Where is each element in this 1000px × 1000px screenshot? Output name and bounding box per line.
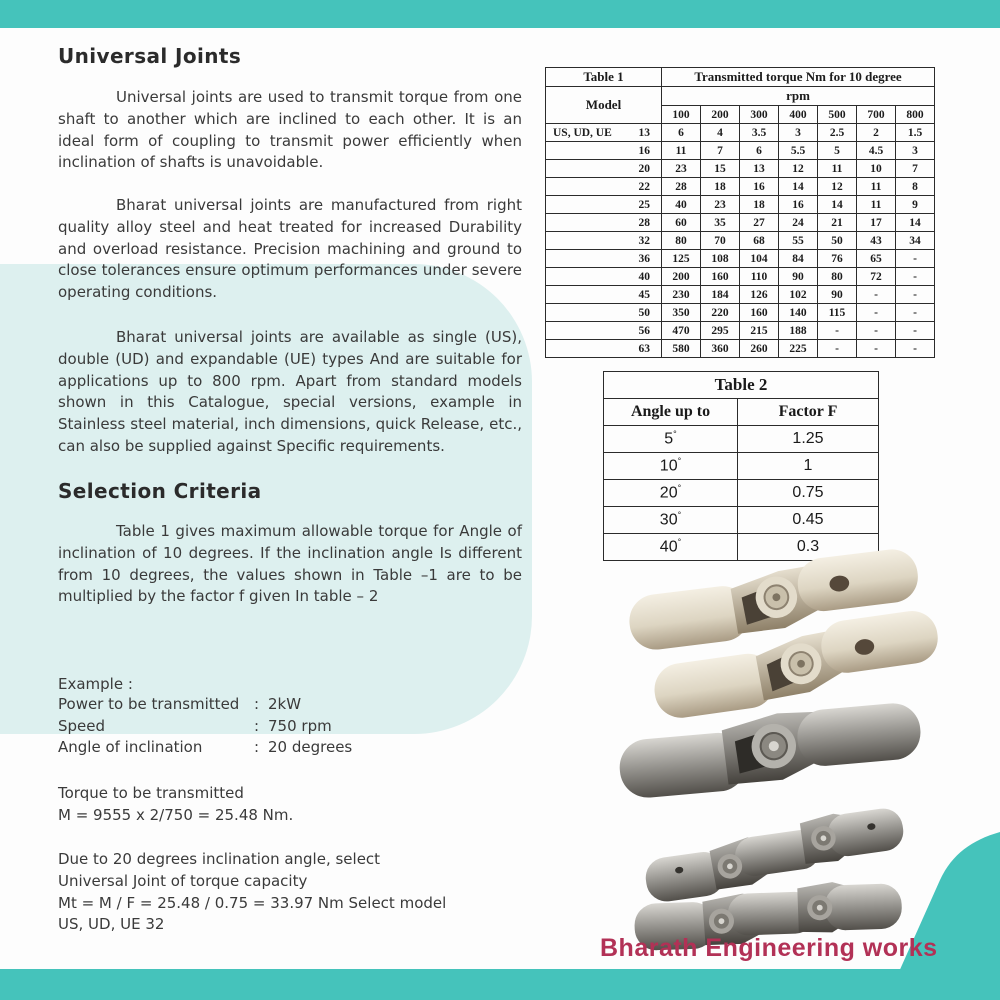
degree-symbol: °: [677, 456, 682, 467]
table1-value-cell: 126: [740, 286, 779, 304]
top-teal-band: [0, 0, 1000, 28]
table1-rpm-col: 700: [857, 106, 896, 124]
table1-value-cell: -: [818, 340, 857, 358]
torque-title: Torque to be transmitted: [58, 784, 244, 802]
table1-value-cell: 5: [818, 142, 857, 160]
table1-value-cell: 35: [701, 214, 740, 232]
example-separator: :: [254, 695, 260, 713]
table2-row: [604, 426, 879, 453]
table2-factor-header: Factor F: [738, 399, 879, 426]
example-separator: :: [254, 738, 260, 757]
table1-value-cell: 184: [701, 286, 740, 304]
table1-value-cell: 11: [857, 178, 896, 196]
table1-value-cell: 80: [662, 232, 701, 250]
table1-value-cell: 580: [662, 340, 701, 358]
table1-model-cell: [546, 214, 662, 232]
brand-footer: Bharath Engineering works: [600, 934, 938, 962]
example-value: 750 rpm: [268, 716, 332, 735]
table1-value-cell: 11: [857, 196, 896, 214]
table1-value-cell: 17: [857, 214, 896, 232]
table1-value-cell: 18: [701, 178, 740, 196]
table1-row: [546, 250, 935, 268]
conclusion-block: [58, 849, 522, 936]
table1-value-cell: 65: [857, 250, 896, 268]
example-block: [58, 675, 522, 759]
model-number: 40: [638, 270, 650, 283]
table2-header-row: [604, 399, 879, 426]
example-label: Angle of inclination: [58, 738, 203, 757]
table1-model-cell: [546, 232, 662, 250]
table1-value-cell: 14: [896, 214, 935, 232]
model-number: 22: [638, 180, 650, 193]
table1-value-cell: 470: [662, 322, 701, 340]
table1-value-cell: 27: [740, 214, 779, 232]
torque-formula: M = 9555 x 2/750 = 25.48 Nm.: [58, 805, 294, 824]
table1-value-cell: 6: [740, 142, 779, 160]
table1-value-cell: 3: [779, 124, 818, 142]
table1-model-cell: [546, 160, 662, 178]
table1-value-cell: 11: [662, 142, 701, 160]
table1-value-cell: 7: [701, 142, 740, 160]
table1-value-cell: -: [857, 286, 896, 304]
model-number: 25: [638, 198, 650, 211]
table2-factor-cell: 1.25: [738, 426, 879, 453]
table1-value-cell: -: [896, 340, 935, 358]
model-number: 50: [638, 306, 650, 319]
table1-value-cell: 4.5: [857, 142, 896, 160]
heading-universal-joints: Universal Joints: [58, 44, 242, 68]
table1-row: [546, 142, 935, 160]
conclusion-line: Mt = M / F = 25.48 / 0.75 = 33.97 Nm Select model: [58, 893, 447, 912]
table1-row: [546, 178, 935, 196]
table2-factor-cell: 1: [738, 453, 879, 480]
table1-value-cell: 230: [662, 286, 701, 304]
table1-row: [546, 286, 935, 304]
table2-factor-cell: 0.45: [738, 507, 879, 534]
table1-value-cell: 43: [857, 232, 896, 250]
table1-row: [546, 214, 935, 232]
table1-row: [546, 232, 935, 250]
table1-value-cell: 104: [740, 250, 779, 268]
table1-rpm-header: rpm: [662, 87, 935, 106]
table1-value-cell: 110: [740, 268, 779, 286]
table1-value-cell: 188: [779, 322, 818, 340]
table1-value-cell: 2.5: [818, 124, 857, 142]
table2-angle-cell: 30°: [604, 507, 738, 534]
table2-factor-cell: 0.3: [738, 534, 879, 561]
table1-model-cell: [546, 124, 662, 142]
table1-value-cell: -: [857, 304, 896, 322]
example-label: Power to be transmitted: [58, 695, 240, 713]
table1-value-cell: 15: [701, 160, 740, 178]
model-number: 28: [638, 216, 650, 229]
table1-value-cell: -: [896, 268, 935, 286]
paragraph-intro: Universal joints are used to transmit torque from one shaft to another which are inclined to each other. It is an ideal form of coupling to transmit power efficiently when inclination of shafts is unavoidable.: [58, 88, 522, 172]
table1-value-cell: 12: [818, 178, 857, 196]
example-row-angle: [58, 737, 522, 759]
table1-model-cell: [546, 340, 662, 358]
table1-value-cell: 6: [662, 124, 701, 142]
table1-value-cell: 7: [896, 160, 935, 178]
table1-model-cell: [546, 268, 662, 286]
conclusion-line: US, UD, UE 32: [58, 915, 165, 934]
table1-row: [546, 196, 935, 214]
table1-model-cell: [546, 142, 662, 160]
table1-row: [546, 322, 935, 340]
table1-value-cell: 90: [779, 268, 818, 286]
model-number: 16: [638, 144, 650, 157]
table1-row: [546, 160, 935, 178]
table1-torque: [545, 67, 935, 358]
table1-value-cell: 18: [740, 196, 779, 214]
table1-rpm-col: 400: [779, 106, 818, 124]
table2-angle-cell: 20°: [604, 480, 738, 507]
table1-value-cell: 125: [662, 250, 701, 268]
table1-value-cell: -: [896, 322, 935, 340]
table1-value-cell: 115: [818, 304, 857, 322]
degree-symbol: °: [677, 537, 682, 548]
table1-value-cell: -: [857, 340, 896, 358]
table1-rpm-col: 500: [818, 106, 857, 124]
table1-rpm-col: 200: [701, 106, 740, 124]
table1-value-cell: 72: [857, 268, 896, 286]
example-value: 20 degrees: [268, 738, 353, 757]
degree-symbol: °: [677, 483, 682, 494]
table1-value-cell: 350: [662, 304, 701, 322]
table1-value-cell: 55: [779, 232, 818, 250]
table1-value-cell: 8: [896, 178, 935, 196]
table1-value-cell: 70: [701, 232, 740, 250]
table1-caption: Transmitted torque Nm for 10 degree: [662, 68, 935, 87]
table1-row: [546, 304, 935, 322]
table1-value-cell: 23: [662, 160, 701, 178]
table2-angle-cell: 10°: [604, 453, 738, 480]
table1-value-cell: 68: [740, 232, 779, 250]
table1-value-cell: -: [818, 322, 857, 340]
conclusion-line: Universal Joint of torque capacity: [58, 871, 308, 890]
model-prefix: US, UD, UE: [553, 126, 612, 139]
table1-value-cell: 90: [818, 286, 857, 304]
table1-value-cell: 215: [740, 322, 779, 340]
heading-selection-criteria: Selection Criteria: [58, 479, 262, 503]
table1-value-cell: 40: [662, 196, 701, 214]
table1-value-cell: 50: [818, 232, 857, 250]
table1-value-cell: 76: [818, 250, 857, 268]
table1-model-cell: [546, 250, 662, 268]
table1-value-cell: 2: [857, 124, 896, 142]
table2-angle-cell: 5°: [604, 426, 738, 453]
table1-title: Table 1: [546, 68, 662, 87]
table1-row: [546, 124, 935, 142]
table1-value-cell: 84: [779, 250, 818, 268]
table1-model-cell: [546, 178, 662, 196]
table1-value-cell: 11: [818, 160, 857, 178]
table1-value-cell: 10: [857, 160, 896, 178]
model-number: 20: [638, 162, 650, 175]
example-title: Example :: [58, 675, 133, 693]
torque-block: [58, 783, 522, 827]
table1-model-header: Model: [546, 87, 662, 124]
paragraph-selection: Table 1 gives maximum allowable torque for Angle of inclination of 10 degrees. If the inclination angle Is different from 10 degrees, the values shown in Table –1 are to be multiplied by the factor f given In table – 2: [58, 522, 522, 606]
table1-rpm-col: 100: [662, 106, 701, 124]
table1-value-cell: 5.5: [779, 142, 818, 160]
table1-value-cell: 12: [779, 160, 818, 178]
example-row-power: [58, 694, 522, 716]
table1-value-cell: 16: [740, 178, 779, 196]
table2-row: [604, 480, 879, 507]
table1-value-cell: 80: [818, 268, 857, 286]
table2-angle-cell: 40°: [604, 534, 738, 561]
table1-value-cell: 14: [818, 196, 857, 214]
table2-factor-cell: 0.75: [738, 480, 879, 507]
table1-title-row: [546, 68, 935, 87]
table1-value-cell: 295: [701, 322, 740, 340]
table1-value-cell: 60: [662, 214, 701, 232]
example-row-speed: [58, 716, 522, 738]
table1-rpm-col: 800: [896, 106, 935, 124]
table1-value-cell: 16: [779, 196, 818, 214]
model-number: 45: [638, 288, 650, 301]
table1-value-cell: 160: [740, 304, 779, 322]
table1-value-cell: 4: [701, 124, 740, 142]
table1-model-cell: [546, 304, 662, 322]
degree-symbol: °: [677, 510, 682, 521]
model-number: 32: [638, 234, 650, 247]
table1-value-cell: 140: [779, 304, 818, 322]
table1-value-cell: 14: [779, 178, 818, 196]
table1-value-cell: 360: [701, 340, 740, 358]
model-number: 13: [638, 126, 650, 139]
table1-model-cell: [546, 196, 662, 214]
table1-row: [546, 340, 935, 358]
table1-value-cell: -: [857, 322, 896, 340]
example-value: 2kW: [268, 695, 302, 713]
model-number: 63: [638, 342, 650, 355]
table1-header-row: [546, 87, 935, 106]
table1-value-cell: 225: [779, 340, 818, 358]
table1-value-cell: 3.5: [740, 124, 779, 142]
table1-value-cell: 24: [779, 214, 818, 232]
table1-value-cell: 200: [662, 268, 701, 286]
paragraph-types: Bharat universal joints are available as single (US), double (UD) and expandable (UE) types And are suitable for applications up to 800 rpm. Apart from standard models shown in this Catalogue, special versions, example in Stainless steel material, inch dimensions, quick Release, etc., can also be supplied against Specific requirements.: [58, 328, 522, 455]
model-number: 36: [638, 252, 650, 265]
table1-rpm-col: 300: [740, 106, 779, 124]
table2-row: [604, 453, 879, 480]
table2-title-row: [604, 372, 879, 399]
table1-value-cell: -: [896, 250, 935, 268]
table1-value-cell: 160: [701, 268, 740, 286]
table1-value-cell: 21: [818, 214, 857, 232]
table1-value-cell: 3: [896, 142, 935, 160]
table1-model-cell: [546, 322, 662, 340]
table1-row: [546, 268, 935, 286]
example-separator: :: [254, 716, 260, 735]
table2-angle-header: Angle up to: [604, 399, 738, 426]
table1-value-cell: 13: [740, 160, 779, 178]
table2-factor: [603, 371, 879, 561]
degree-symbol: °: [673, 429, 677, 440]
table1-value-cell: 1.5: [896, 124, 935, 142]
table1-value-cell: 23: [701, 196, 740, 214]
table1-value-cell: 260: [740, 340, 779, 358]
table1-value-cell: 34: [896, 232, 935, 250]
table1-value-cell: -: [896, 304, 935, 322]
table1-value-cell: 108: [701, 250, 740, 268]
table2-title: Table 2: [604, 372, 879, 399]
example-label: Speed: [58, 716, 106, 735]
table2-row: [604, 507, 879, 534]
table1-value-cell: 9: [896, 196, 935, 214]
paragraph-manufacturing: Bharat universal joints are manufactured from right quality alloy steel and heat treated for increased Durability and overload resistance. Precision machining and ground to close tolerances ensure optimum performances under severe operating conditions.: [58, 196, 522, 302]
table1-value-cell: 28: [662, 178, 701, 196]
page-title: [58, 44, 522, 68]
table1-value-cell: -: [896, 286, 935, 304]
table1-model-cell: [546, 286, 662, 304]
table1-value-cell: 102: [779, 286, 818, 304]
table1-body: [546, 124, 935, 358]
model-number: 56: [638, 324, 650, 337]
table1-value-cell: 220: [701, 304, 740, 322]
conclusion-line: Due to 20 degrees inclination angle, select: [58, 850, 381, 868]
